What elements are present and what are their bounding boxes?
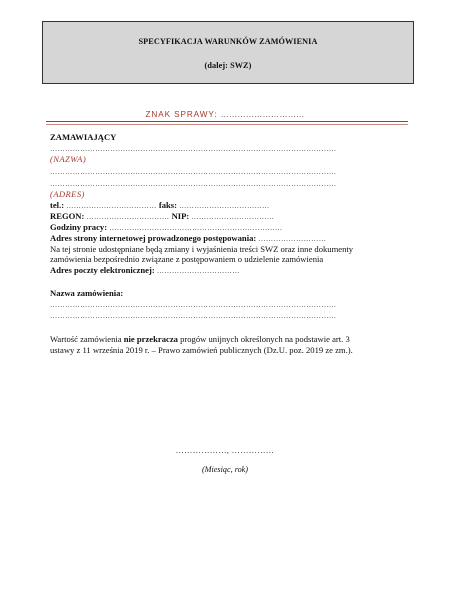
case-number-row bbox=[0, 110, 450, 119]
website-note-line-1: Na tej stronie udostępniane będą zmiany i wyjaśnienia treści SWZ oraz inne dokumenty bbox=[50, 244, 354, 254]
website-row bbox=[50, 233, 326, 244]
case-number-label: ZNAK SPRAWY: bbox=[145, 110, 218, 119]
signature-label: (Miesiąc, rok) bbox=[201, 465, 249, 474]
hours-label: Godziny pracy: bbox=[50, 222, 108, 232]
email-value: …………………………… bbox=[154, 267, 240, 275]
order-dots-2: …………………………………………………………………………………………………… bbox=[50, 312, 337, 320]
order-value-text-a: Wartość zamówienia bbox=[50, 334, 124, 344]
fax-value: ……………………………… bbox=[176, 202, 270, 210]
working-hours-row bbox=[50, 222, 283, 233]
email-row bbox=[50, 265, 240, 276]
document-title: SPECYFIKACJA WARUNKÓW ZAMÓWIENIA bbox=[138, 37, 318, 46]
tel-label: tel.: bbox=[50, 200, 65, 210]
email-label: Adres poczty elektronicznej: bbox=[50, 265, 155, 275]
regon-value: …………………………… bbox=[84, 213, 170, 221]
case-underline-thin bbox=[46, 124, 408, 125]
address-placeholder: (ADRES) bbox=[50, 189, 85, 199]
website-label: Adres strony internetowej prowadzonego postępowania: bbox=[50, 233, 257, 243]
regon-label: REGON: bbox=[50, 211, 85, 221]
tel-fax-row bbox=[50, 200, 270, 211]
hours-value: …………………………………………………………… bbox=[107, 224, 283, 232]
nip-value: …………………………… bbox=[189, 213, 275, 221]
website-note-line-2: zamówienia bezpośrednio związane z postępowaniem o udzielenie zamówienia bbox=[50, 254, 324, 264]
name-placeholder: (NAZWA) bbox=[50, 154, 87, 164]
document-subtitle: (dalej: SWZ) bbox=[204, 61, 252, 70]
name-dots: …………………………………………………………………………………………………… bbox=[50, 145, 337, 153]
address-dots-1: …………………………………………………………………………………………………… bbox=[50, 168, 337, 176]
case-number-value: ………………………… bbox=[220, 110, 305, 119]
contracting-heading: ZAMAWIAJĄCY bbox=[50, 132, 117, 142]
tel-value: ……………………………… bbox=[64, 202, 157, 210]
website-value: ……………………… bbox=[256, 235, 327, 243]
order-value-line-1 bbox=[50, 334, 410, 345]
address-dots-2: …………………………………………………………………………………………………… bbox=[50, 180, 337, 188]
order-value-paragraph bbox=[50, 334, 410, 356]
order-name-label: Nazwa zamówienia: bbox=[50, 288, 124, 298]
nip-label: NIP: bbox=[169, 211, 190, 221]
title-box bbox=[42, 21, 414, 84]
case-underline bbox=[46, 121, 408, 122]
fax-label: faks: bbox=[156, 200, 177, 210]
regon-nip-row bbox=[50, 211, 274, 222]
order-value-emphasis: nie przekracza bbox=[123, 334, 178, 344]
order-value-text-b: progów unijnych określonych na podstawie art. 3 bbox=[177, 334, 350, 344]
order-value-line-2: ustawy z 11 września 2019 r. – Prawo zamówień publicznych (Dz.U. poz. 2019 ze zm.). bbox=[50, 345, 353, 355]
order-dots-1: …………………………………………………………………………………………………… bbox=[50, 301, 337, 309]
signature-dots: ………………, …………… bbox=[175, 446, 275, 455]
